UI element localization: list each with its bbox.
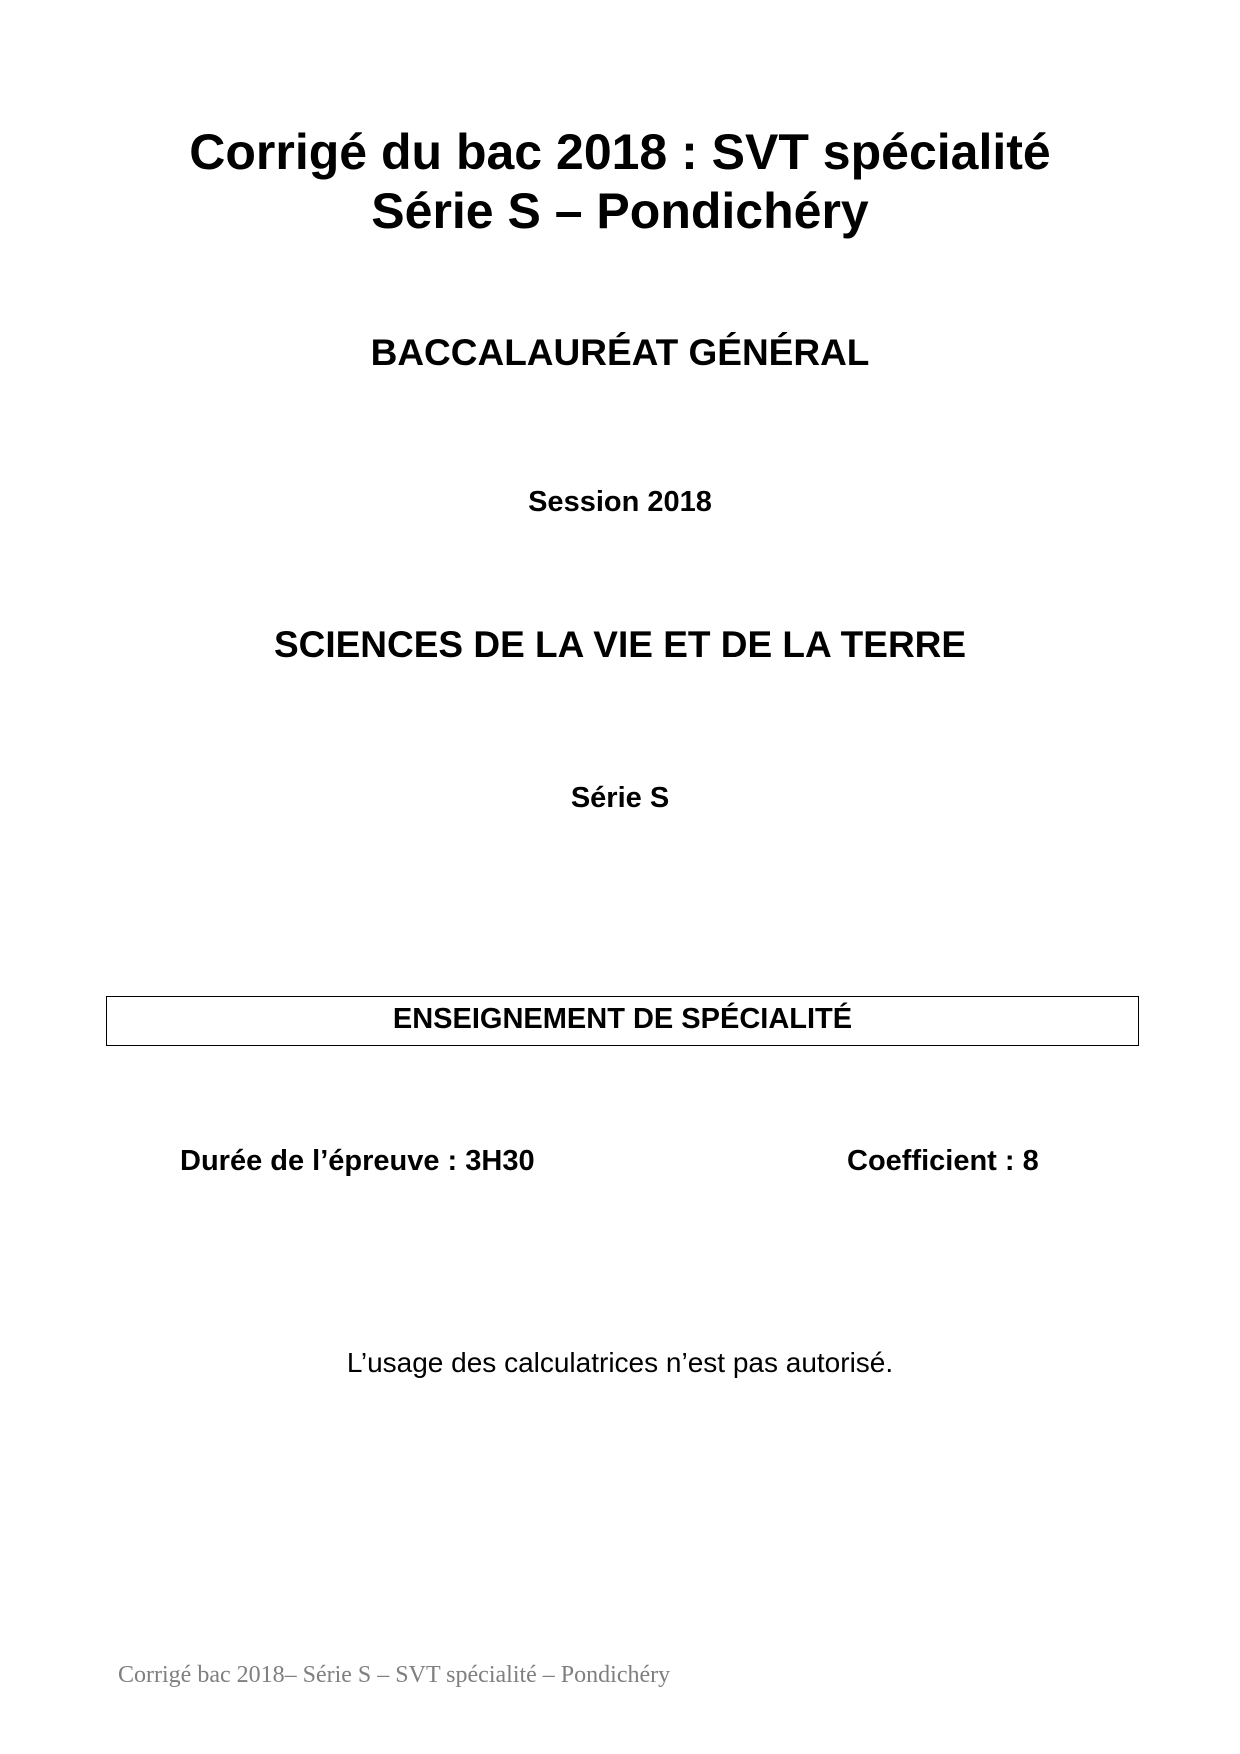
subject-heading: SCIENCES DE LA VIE ET DE LA TERRE — [273, 624, 967, 665]
exam-duration: Durée de l’épreuve : 3H30 — [180, 1145, 535, 1177]
document-title-line-1: Corrigé du bac 2018 : SVT spécialité — [189, 124, 1051, 180]
serie-label: Série S — [570, 782, 670, 814]
session-label: Session 2018 — [528, 486, 712, 518]
exam-coefficient: Coefficient : 8 — [847, 1145, 1039, 1177]
calculator-notice: L’usage des calculatrices n’est pas autorisé. — [346, 1347, 894, 1378]
document-title-line-2: Série S – Pondichéry — [371, 183, 869, 239]
page-footer: Corrigé bac 2018– Série S – SVT spécialité – Pondichéry — [118, 1662, 671, 1688]
teaching-type-box: ENSEIGNEMENT DE SPÉCIALITÉ — [106, 996, 1139, 1046]
exam-type-heading: BACCALAURÉAT GÉNÉRAL — [370, 332, 870, 373]
